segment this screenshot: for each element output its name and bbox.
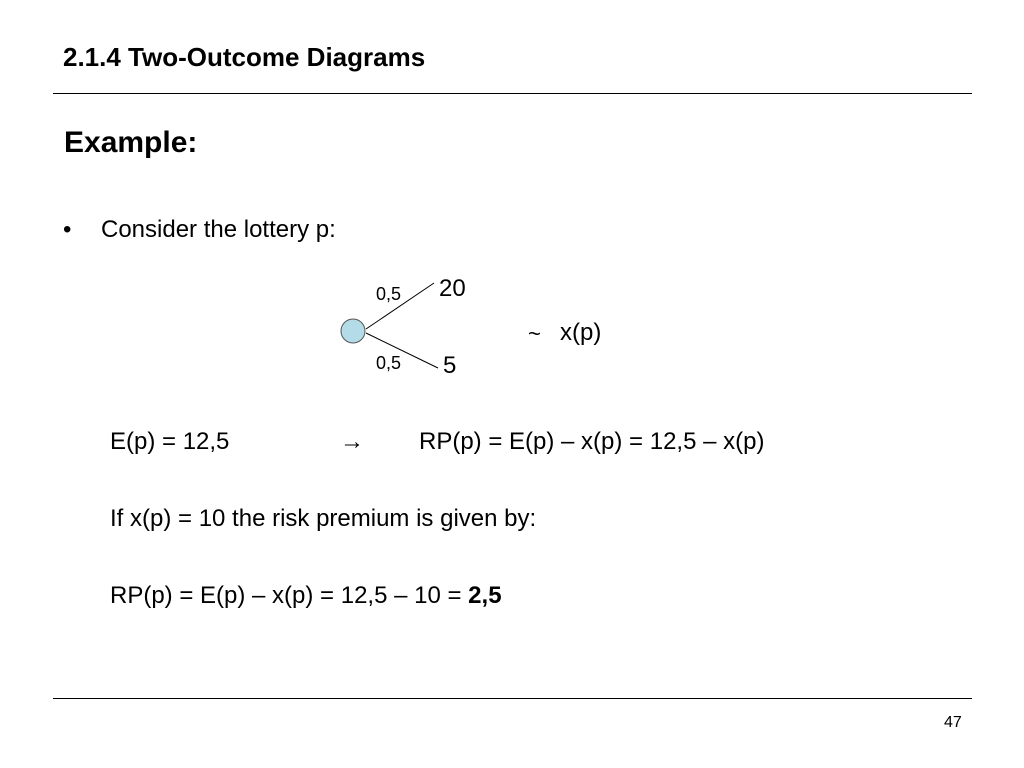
example-heading: Example:	[64, 126, 198, 159]
bullet-text: Consider the lottery p:	[101, 216, 336, 243]
upper-probability: 0,5	[376, 284, 402, 304]
result-prefix: RP(p) = E(p) – x(p) = 12,5 – 10 =	[110, 582, 469, 609]
slide-title: 2.1.4 Two-Outcome Diagrams	[63, 42, 426, 72]
implies-arrow: →	[340, 428, 364, 455]
risk-premium-formula: RP(p) = E(p) – x(p) = 12,5 – x(p)	[419, 428, 765, 455]
certainty-equivalent: x(p)	[560, 319, 602, 346]
bullet-dot: •	[63, 216, 72, 243]
lower-outcome: 5	[443, 352, 457, 379]
footer-divider	[53, 698, 972, 699]
upper-outcome: 20	[439, 275, 466, 302]
lower-probability: 0,5	[376, 353, 402, 373]
lottery-node	[341, 319, 365, 343]
page-number: 47	[944, 714, 962, 731]
result-line	[110, 582, 502, 610]
equivalence-symbol: ~	[528, 321, 541, 346]
expected-value: E(p) = 12,5	[110, 428, 230, 455]
condition-text: If x(p) = 10 the risk premium is given by:	[110, 505, 537, 532]
result-value: 2,5	[468, 582, 502, 609]
